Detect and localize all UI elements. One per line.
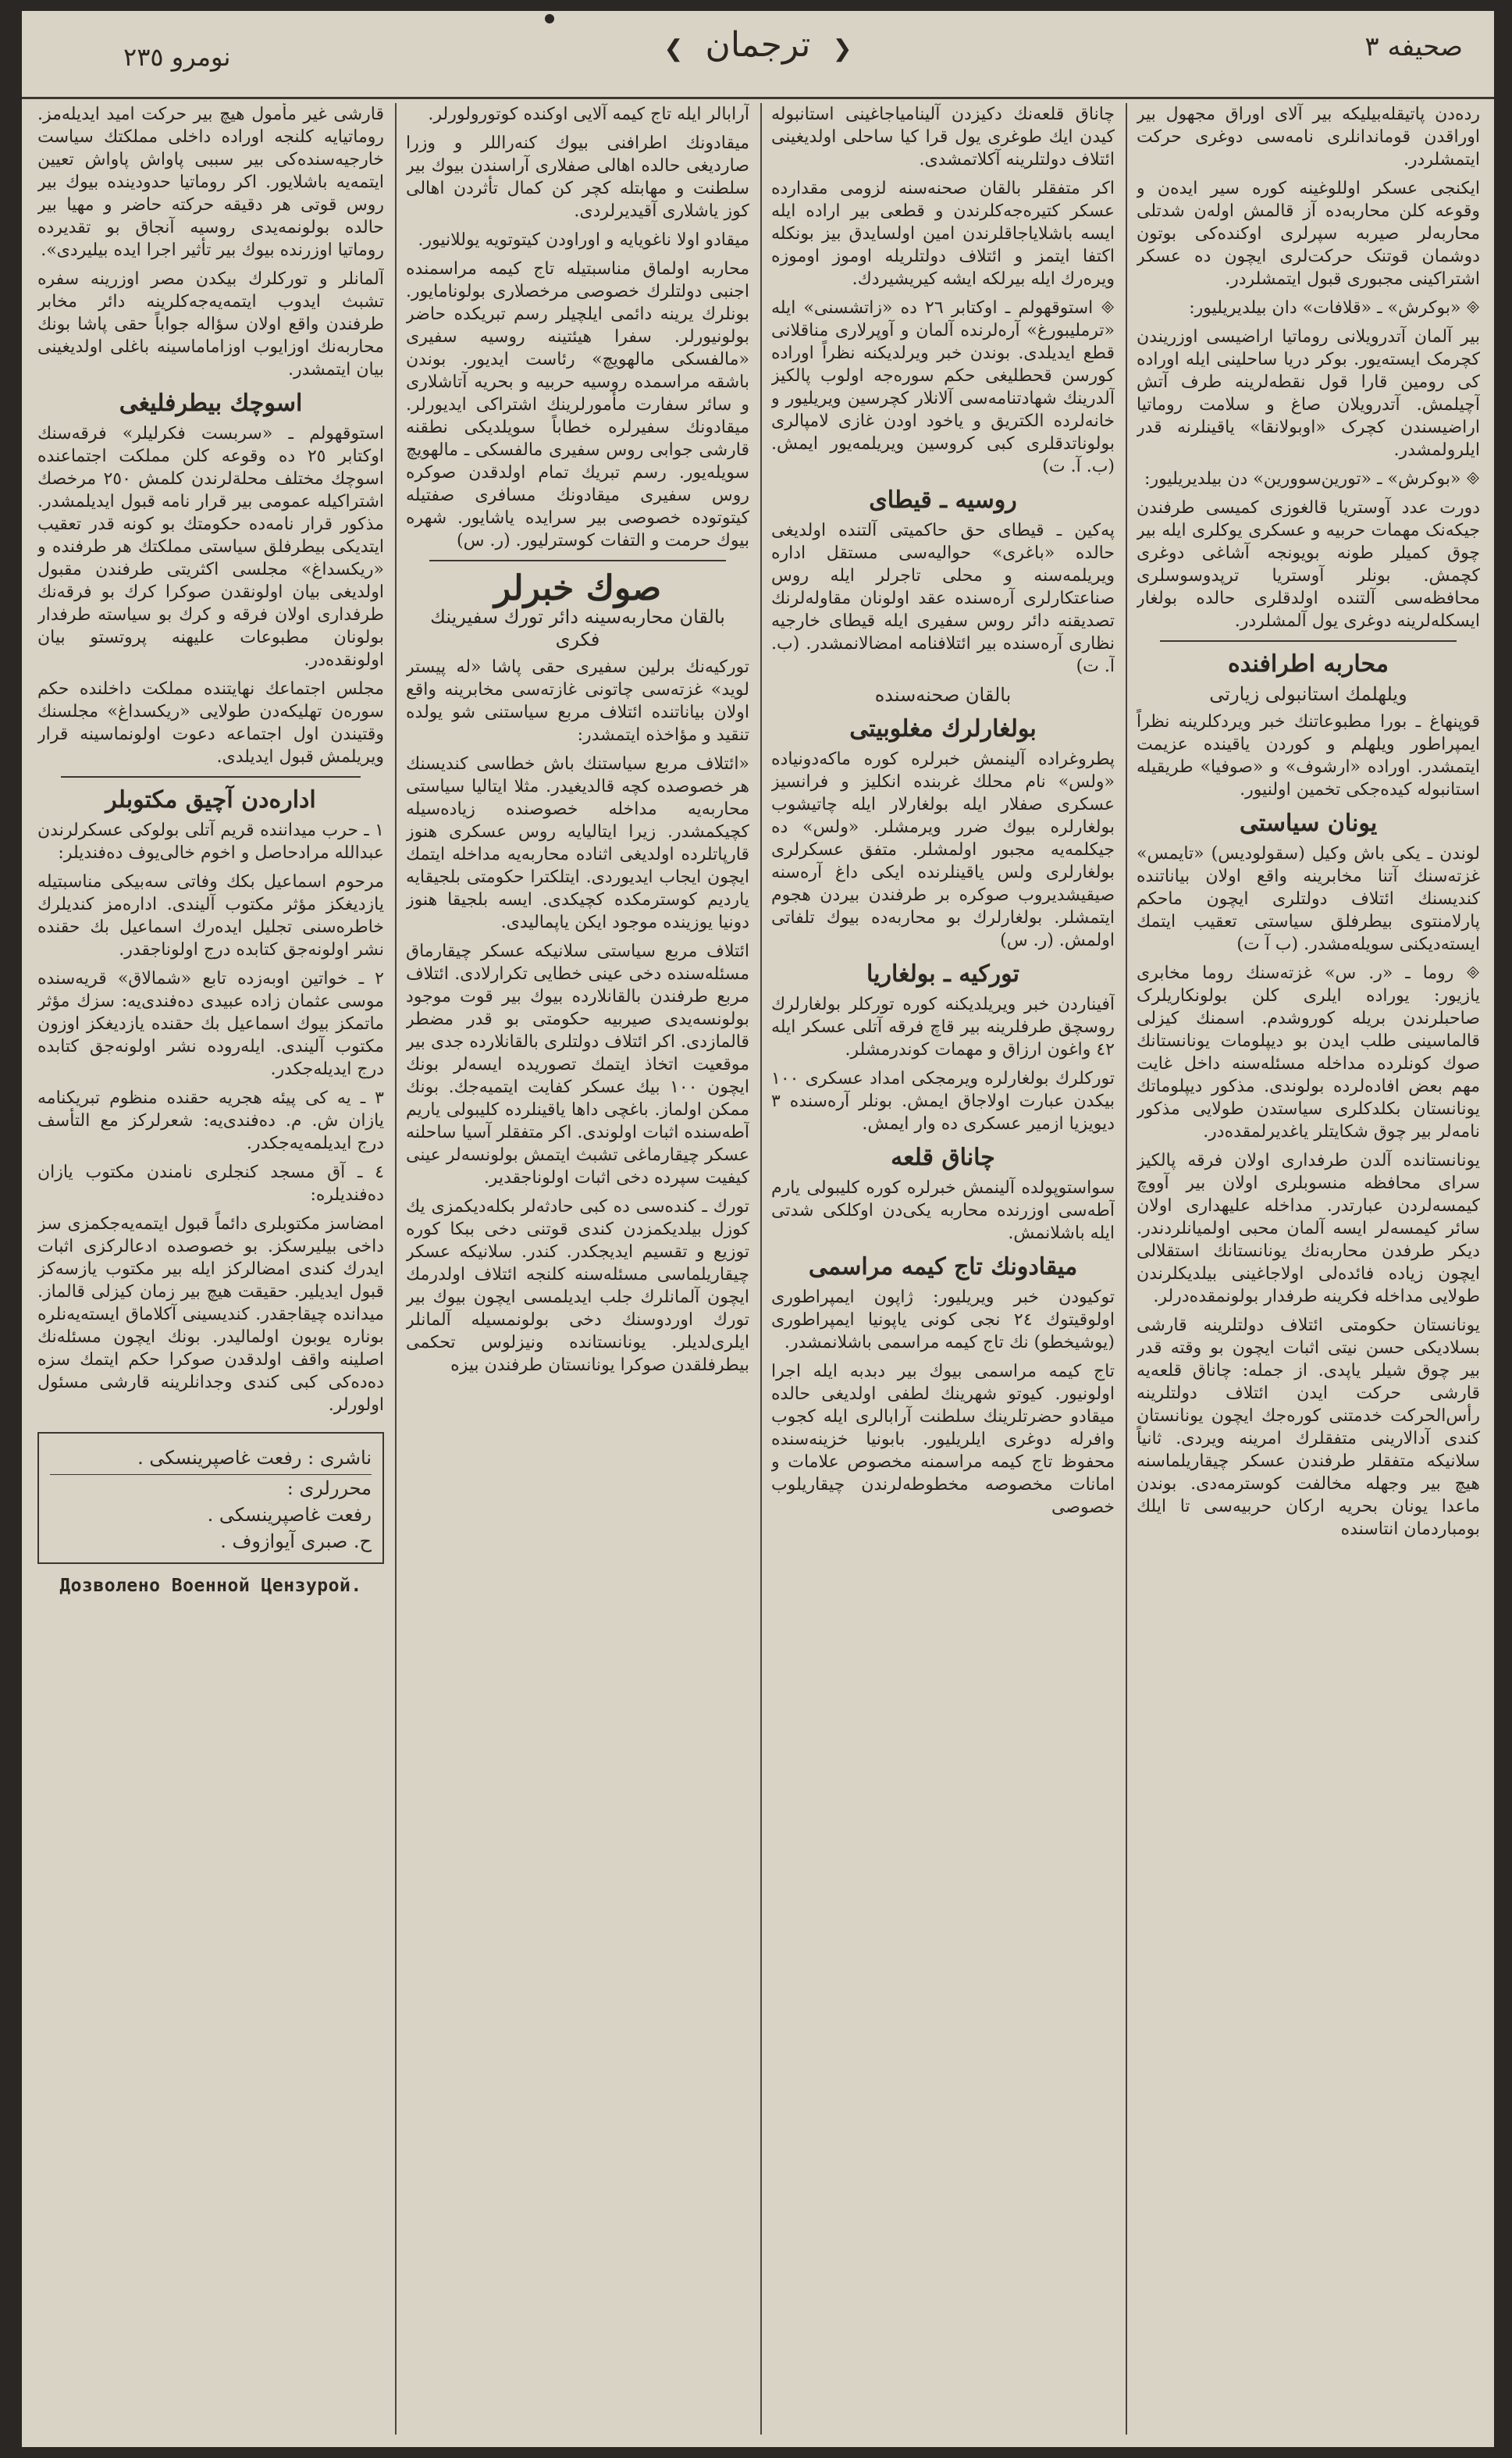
censorship-note: Дозволено Военной Цензурой. (59, 1576, 362, 1596)
article-paragraph: 🞜 روما ـ «ر. س» غزته‌سنك روما مخابری یازیور: یوراده ایلری کلن بولونکاریلرک صاحبلرندن بریله کوروشدم. اسمنك کیزلی قالماسینی طلب ایدن بو دیپلومات یونانستانك صوك کونلرده مداخله مسئله‌سنه داخل غایت مهم بعض افاده‌لرده بولوندی. مذکور دیپلوماتك یونانستان بکلدکلری سیاستدن طولایی مذکور نامه‌لر بیر چوق شکایتلر یاغدیرلمقده‌در. (1137, 964, 1480, 1142)
section-heading: چاناق قلعه (891, 1144, 995, 1171)
column-1 (1137, 103, 1480, 2435)
section-divider (1160, 640, 1457, 642)
issue-number: نومرو ٢٣٥ (123, 42, 231, 72)
article-paragraph: تاج کیمه مراسمی بیوك بیر دبدبه ایله اجرا اولونیور. کیوتو شهرینك لطفی اولدیغی حالده میقادو حضرتلرینك سلطنت آرابالری ایله کجوب وافرله دوغری ایلریلیور. بابونیا خزینه‌سنده محفوظ تاج کیمه مراسمنه مخصوص علامات و امانات مخصوصه مخطوطه‌لرندن چیقاریلوب خصوصی (771, 1362, 1115, 1517)
editors-label: محررلری : (286, 1477, 372, 1499)
article-paragraph: آفیناردن خبر ویریلدیکنه کوره تورکلر بولغارلرك روسچق طرفلرینه بیر قاچ فرقه آتلی عسکر ایله ٤٢ واغون ارزاق و مهمات کوندرمشلر. (771, 995, 1115, 1060)
column-3 (406, 103, 749, 2435)
section-divider (61, 776, 361, 778)
section-subheading: ویلهلمك استانبولی زیارتی (1209, 683, 1407, 705)
article-paragraph: محاربه اولماق مناسبتیله تاج کیمه مراسمنده اجنبی دولتلرك خصوصی مرخصلاری بولونامایور. بونلرك یرینه دائمی ایلچیلر رسم تبریکده حاضر بولونیورلر. سفرا هیئتینه روسیه سفیری «مالفسکی مالهویچ» رئاست ایدیور. بوندن باشقه مراسمده روسیه حربیه و بحریه آتاشلاری و سائر سفارت مأمورلرینك اشتراکی ایدیورلر. میقادونك سفیرلره خطاباً سویلدیکی نطقنه قارشی جوابی روس سفیری مالفسکی ـ مالهویچ سویله‌یور. رسم تبریك تمام اولدقدن صوکره روس سفیری میقادونك مسافری صفتیله کیتوتوده خصوصی بیر سرایده یاشایور. شهره بیوك حرمت و التفات کوسترلیور. (ر. س) (406, 259, 749, 550)
article-paragraph: ٢ ـ خواتین اوبه‌زده تابع «شمالاق» قریه‌سنده موسی عثمان زاده عبیدی ده‌فندی‌یه: سزك مؤثر ماتمکز بیوك اسماعیل بك حقنده یازدیغکز اوزون مکتوب آلیندی. ایله‌روده نشر اولونه‌جق کتابده درج ایدیله‌جکدر. (37, 969, 384, 1079)
article-paragraph: قوپنهاغ ـ بورا مطبوعاتنك خبر ویردکلرینه نظراً ایمپراطور ویلهلم و کوردن یاقینده عزیمت ایتمشدر. اوراده «ارشوف» و «صوفیا» طریقیله استانبوله کیده‌جکی تخمین اولنیور. (1137, 712, 1480, 800)
editor-name: رفعت غاصپرینسکی . (207, 1504, 372, 1526)
section-heading: تورکیه ـ بولغاریا (866, 960, 1019, 988)
section-heading: بولغارلرك مغلوبیتی (849, 715, 1037, 743)
ornament-icon: ❯ (664, 35, 684, 62)
editors-block (50, 1475, 372, 1555)
article-paragraph: رده‌دن پاتیقله‌بیلیکه بیر آلای اوراق مجهول بیر اوراقدن قوماندانلری نامه‌سی دوغری حرکت ایتمشلردر. (1137, 105, 1480, 169)
page-header (22, 11, 1494, 99)
article-paragraph: ١ ـ حرب میداننده قریم آتلی بولوکی عسکرلرندن عبدالله مرادحاصل و اخوم خالی‌یوف ده‌فندیلر: (37, 821, 384, 863)
article-paragraph: سواستوپولده آلینمش خبرلره کوره کلیبولی یارم آطه‌سی اوزرنده محاربه یکی‌دن اوکلکی شدتی ایله باشلانمش. (771, 1178, 1115, 1243)
article-paragraph: دورت عدد آوستریا قالغوزی کمیسی طرفندن جیکه‌نک مهمات حربیه و عسکری یوکلری ایله بیر چوق کمیلر طونه بویونجه آشاغی دوغری کچمش. بونلر آوستریا ترپدوسوسلری محافظه‌سی آلتنده اولدقلری حالده بولغار ایسکله‌لرینه دوغری یول آلمشلردر. (1137, 498, 1480, 631)
article-paragraph: ٣ ـ یه کی پیئه هجریه حقنده منظوم تبریکنامه یازان ش. م. ده‌فندی‌یه: شعرلرکز مع التأسف درج ایدیلمه‌یه‌جکدر. (37, 1088, 384, 1153)
article-paragraph: بیر آلمان آتدرویلانی روماتیا اراضیسی اوزریندن کچرمک ایسته‌یور. بوکر دریا ساحلینی ایله اوراده کی رومین قارا قول نقطه‌لرینه طرف آتش آچیلمش. آتدرویلان صاغ و سلامت روماتیا اراضیسندن کچرک «اوبولانقا» یاقینلرنه قدر ایلرولمشدر. (1137, 327, 1480, 460)
section-subheading: بالقان محاربه‌سینه دائر تورك سفیرینك فکری (430, 606, 725, 650)
section-heading: محاربه اطرافنده (1228, 650, 1389, 678)
publisher-line: ناشری : رفعت غاصپرینسکی . (50, 1441, 372, 1475)
article-paragraph: تورکیه‌نك برلین سفیری حقی پاشا «له پیستر لوید» غزته‌سی چاتونی غازته‌سی مخابرینه واقع اولان بیاناتنده ائتلاف مربع سیاستنی شو یولده تنقید و مؤاخذه ایتمشدر: (406, 657, 749, 745)
article-paragraph: پەکین ـ قیطای حق حاکمیتی آلتنده اولدیغی حالده «باغری» حوالیه‌سی مستقل اداره ویریلمه‌سنه و محلی تاجرلر ایله روس صناعتکارلری آره‌سنده عقد اولونان مقاوله‌لرنك تصدیقنه دائر روس سفیری ایله قیطای خارجیه نظاری آره‌سنده بیر ائتلافنامه امضالانمشدر. (ب. آ. ت) (771, 521, 1115, 676)
column-divider (1126, 103, 1127, 2435)
article-paragraph: قارشی غیر مأمول هیچ بیر حرکت امید ایدیله‌مز. روماتیایه کلنجه اوراده داخلی مملکتك سیاست خارجیه‌سنده‌کی بیر سببی پاواش پاواش تعیین ایتمه‌یه باشلایور. اکر روماتیا حدودینده بیوك بیر روس قوتی هر دقیقه حرکته حاضر و مهیا بیر حالده بولونمه‌یدی روسیه آنجاق بو تقدیرده روماتیا اوزرنده بیوك بیر تأثیر اجرا ایده بیلیردی». (37, 105, 384, 260)
article-paragraph: یونانستانده آلدن طرفداری اولان فرقه پالکیز سرای محافظه منسوبلری اولان بیر آووچ کیمسه‌لردن عبارتدر. مداخله علیهداری اولان سائر کیمسه‌لر ایسه آلمان محبی اولمیانلردندر. دیکر طرفدن محاربه‌نك یونانستانك استقلالی ایچون زیاده فائده‌لی اولاجاغینی بیلدیکلرندن طولایی مداخله فکرینه طرفدار بولونمقده‌درلر. (1137, 1151, 1480, 1306)
imprint-box (37, 1432, 384, 1564)
article-paragraph: مجلس اجتماعك نهایتنده مملکت داخلنده حکم سوره‌ن تهلیکه‌دن طولایی «ریکسداغ» مجلسنك وقتیندن اول اجتماعه دعوت اولونماسینه قرار ویریلمش قبول ایدیلدی. (37, 679, 384, 767)
section-heading: اسوچك بیطرفلیغی (119, 390, 303, 417)
editor-name: ح. صبری آیوازوف . (220, 1530, 372, 1552)
article-paragraph: آرابالر ایله تاج کیمه آلایی اوکنده کوتورولورلر. (428, 105, 749, 124)
newspaper-page (22, 11, 1494, 2447)
column-divider (395, 103, 397, 2435)
article-paragraph: ٤ ـ آق مسجد کنجلری نامندن مکتوب یازان ده‌فندیلره: (37, 1163, 384, 1205)
column-divider (760, 103, 762, 2435)
article-paragraph: امضاسز مکتوبلری دائماً قبول ایتمه‌یه‌جکمزی سز داخی بیلیرسکز. بو خصوصده ادعالرکزی اثبات ایدرك کندی امضالرکز ایله بیر مکتوب یازسه‌کز قبول ایدیلیر. حقیقت هیچ بیر زمان کیزلی قالماز. میدانده چیقاجقدر. کندیسینی آکلاماق ایسته‌یه‌نلره بوناره یوبون اولمالیدر. بونك ایچون مسئله‌نك اصلینه واقف اولدقدن صوکرا حکم ایتمك سزه ده‌ده‌کی کبی کندی وجدانلرینه قارشی مسئول اولورلر. (37, 1214, 384, 1415)
section-heading: اداره‌دن آچیق مکتوبلر (105, 786, 316, 814)
article-paragraph: اکر متفقلر بالقان صحنه‌سنه لزومی مقدارده عسکر کتیره‌جه‌کلرندن و قطعی بیر اراده ایله ایسه باشلایاجاقلرندن امین اولسایدق بیز بونکله اکتفا ایتمز و ائتلاف دولتلریله اوموز اوموزه ویره‌رك ایله بیرلکه ایشه کیریشیردك. (771, 179, 1115, 289)
column-4-body (37, 103, 384, 1416)
article-paragraph: استوقهولم ـ «سربست فکرلیلر» فرقه‌سنك اوکتابر ٢٥ ده وقوعه کلن مملکت اجتماعنده اسوچك مختلف محلة‌لرندن کلمش ٢٥٠ مرخصك اشتراکیله عمومی بیر قرار نامه قبول ایدیلمشدر. مذکور قرار نامه‌ده حکومتك بو کونه قدر تعقیب ایتدیکی بیطرفلق سیاستی مملکتك هر طرفنده و «ریکسداغ» مجلسی اکثریتی طرفندن مقبول اولدیغی بیان اولونقدن صوکرا کرك بو فرقه‌نك طرفداری اولان فرقه و کرك بو سیاسته طرفدار بولونان مطبوعات علیهنه پروتستو بیان اولونقده‌در. (37, 424, 384, 670)
article-paragraph: ایکنجی عسکر اوللوغینه کوره سیر ایده‌ن و وقوعه کلن محاربه‌ده آز قالمش اوله‌ن شدتلی محاربه‌لر صیربه سپرلری اوکنده‌کی بوتون دوشمان قوتنک حرکت‌لری ایچون ده عسکر اشتراکینی مجبوری قبول ایتمشلردر. (1137, 179, 1480, 289)
section-divider (429, 560, 726, 561)
article-paragraph: 🞜 «بوکرش» ـ «تورین‌سوورین» دن بیلدیریلیور: (1144, 469, 1480, 489)
article-paragraph: یونانستان حکومتی ائتلاف دولتلرینه قارشی بسلادیکی حسن نیتی اثبات ایچون بو وقته قدر بیر چوق شیلر یاپدی. از جمله: چاناق قلعه‌یه قارشی حرکت ایدن ائتلاف دولتلرینه رأس‌الحرکت خدمتنی کوره‌جك ایچون یونانستان کندی آدالارینی متفقلرك امرینه ویردی. ثانیاً سلانیکه متفقلر طرفندن عسکر چیقاریلماسنه هیچ بیر وجهله مخالفت کوسترمه‌دی. بوندن ماعدا یونان بحریه ارکان حربیه‌سی تا ایلك بومباردمان انتاسنده (1137, 1316, 1480, 1539)
section-subheading: بالقان صحنه‌سنده (874, 684, 1012, 706)
article-paragraph: چاناق قلعه‌نك دکیزدن آلینامیاجاغینی استانبوله کیدن ایك طوغری یول قرا کیا ساحلی اولدیغینی ائتلاف دولتلرینه آکلاتمشدی. (771, 105, 1115, 169)
section-heading: میقادونك تاج کیمه مراسمی (808, 1253, 1078, 1281)
article-paragraph: پطروغراده آلینمش خبرلره کوره ماکه‌دونیاده «ولس» نام محلك غربنده انکلیز و فرانسیز عسکری صفلار ایله بولغارلار ایله چاتیشوب بولغارلره بیوك ضرر ویرمشلر. «ولس» ده جیکلمه‌یه مجبور اولمشلر. متفق عسکرلری بولغارلری ولس یاقینلرنده ایکی داغ آره‌سنه صیقیشدیروب صوکره بر طرفندن بیردن هجوم ایتمشلر. بولغارلرك بو محاربه‌ده بیوك تلفاتی اولمش. (ر. س) (771, 750, 1115, 950)
article-paragraph: لوندن ـ یکی باش وکیل (سقولودیس) «تایمس» غزته‌سنك آتنا مخابرینه واقع اولان بیاناتنده کندیسنك ائتلاف دولتلری ایچون ماحکم پارلامنتوی بیطرفلق سیاستی تعقیب ایتمك ایسته‌دیکنی سویله‌مشدر. (ب آ ت) (1137, 844, 1480, 954)
article-paragraph: میقادو اولا ناغویایه و اوراودن کیتوتویه یوللانیور. (418, 230, 749, 250)
page-number-label: صحيفه ٣ (1364, 31, 1463, 62)
article-paragraph: میقادونك اطرافنی بیوك کنه‌راللر و وزرا صاردیغی حالده اهالی صفلاری آراسندن بیوك بیر سلطنت و مهابتله کچر کن کمال تأثردن اهالی کوز یاشلاری آقیدیرلردی. (406, 134, 749, 221)
column-4 (37, 103, 384, 2435)
ink-dot (545, 14, 554, 23)
article-paragraph: 🞜 «بوکرش» ـ «قلافات» دان بیلدیریلیور: (1189, 298, 1480, 318)
paper-name: ترجمان (705, 25, 811, 65)
article-paragraph: تورکلرك بولغارلره ویرمجکی امداد عسکری ١٠٠ بیکدن عبارت اولاجاق ایمش. بونلر آره‌سنده ٣ دیویزیا ازمیر عسکری ده وار ایمش. (771, 1069, 1115, 1134)
section-heading: روسیه ـ قیطای (869, 486, 1017, 514)
article-paragraph: آلمانلر و تورکلرك بیکدن مصر اوزرینه سفره تشبث ایدوب ایتمه‌یه‌جه‌کلرینه دائر مخابر طرفندن واقع اولان سؤاله جواباً حقی پاشا بونك محاربه‌نك اوزایوب اوزاماماسینه باغلی اولدیغینی بیان ایتمشدر. (37, 269, 384, 379)
article-paragraph: 🞜 استوقهولم ـ اوکتابر ٢٦ ده «زاتشسنی» ایله «ترملیبورغ» آره‌لرنده آلمان و آوپرلاری مناقلانی قطع ایدیلدی. بوندن خبر ویرلدیکنه نظراً اوراده کورسن قحطلیغی حکم سوره‌جه اولوب پالکیز آلدرینك شهادتنامه‌سی آلانلار کچرسین ویریلیور و خانه‌لرده الکتریق و یاخود اودن غازی لامپالری بولوناتدقلری کبی کروسین ویریلمه‌یور ایمش. (ب. آ. ت) (771, 298, 1115, 476)
article-paragraph: توکیودن خبر ویریلیور: ژاپون ایمپراطوری اولوقیتوك ٢٤ نجی کونی یاپونیا ایمپراطوری (یوشیخطو) نك تاج کیمه مراسمی باشلانمشدر. (771, 1288, 1115, 1352)
ornament-icon: ❮ (832, 35, 852, 62)
article-paragraph: تورك ـ کنده‌سی ده کبی حادثه‌لر بکله‌دیکمزی یك کوزل بیلدیکمزدن کندی قوتنی دخی ببکا کوره توزیع و تقسیم ایدیجکدر. کندر. سلانیکه عسکر چیقاریلماسی مسئله‌سنه کلنجه ائتلاف اولدرمك ایچون آلمانلرك جلب ایدیلمسی ایچون بیوك بیر تورك اوردوسنك دخی بولونمسیله آلمانلر ایلری‌لدیلر. یونانستانده ونیزلوس تحکمی بیطرفلقدن صوکرا یونانستان طرفندن بیزه (406, 1197, 749, 1375)
masthead-title (22, 25, 1494, 65)
section-heading: صوك خبرلر (493, 568, 662, 608)
article-paragraph: مرحوم اسماعیل بکك وفاتی سه‌بیکی مناسبتیله یازدیغکز مؤثر مکتوب آلیندی. اداره‌مز کندیلرك خاطره‌سنی تجلیل ایده‌رك اسماعیل بك حقنده نشر اولونه‌جق کتابده درج اولوناجقدر. (37, 872, 384, 960)
article-paragraph: ائتلاف مربع سیاستی سلانیکه عسکر چیقارماق مسئله‌سنده دخی عینی خطایی تکرارلادی. ائتلاف مربع طرفندن بالقانلارده بیوك بیر قوت موجود بولونسه‌یدی صیربیه حکومتی بو قدر مضطر قالمازدی. اکر ائتلاف دولتلری بالقانلارده جدی بیر موقعیت اتخاذ ایتمك تصوریده ایسه‌لر بونك ایچون ١٠٠ بیك عسکر کفایت ایتمیه‌جك. بونك ممکن اولماز. باغچی داها یاقینلرده کلیبولی یاریم آطه‌سنده اثبات اولوندی. اکر متفقلر آسیا ساحلنه عسکر چیقارماغی تشبث ایتمش بولونسه‌لر عینی کیفیت سپرده دخی اثبات اولوناجقدیر. (406, 942, 749, 1188)
column-2 (771, 103, 1115, 2435)
article-paragraph: «ائتلاف مربع سیاستنك باش خطاسی کندیسنك هر خصوصده کچه قالدیغیدر. مثلا ایتالیا سیاستی محاربه‌یه مداخله خصوصنده زیاده‌سیله کچیکمشدر. زیرا ایتالیایه روس عسکری هنوز قارپاتلرده اولدیغی اثناده محاربه‌یه مداخله ایتمك ایچون ایجاب ایدیوردی. ایتلکترا حکومتی بلجیقایه یاردیم کوسترمکده کچیکدی. ایسه بلجیقا هنوز دونیا یوزینده موجود ایکن یاپمالیدی. (406, 754, 749, 932)
section-heading: یونان سیاستی (1239, 810, 1378, 837)
